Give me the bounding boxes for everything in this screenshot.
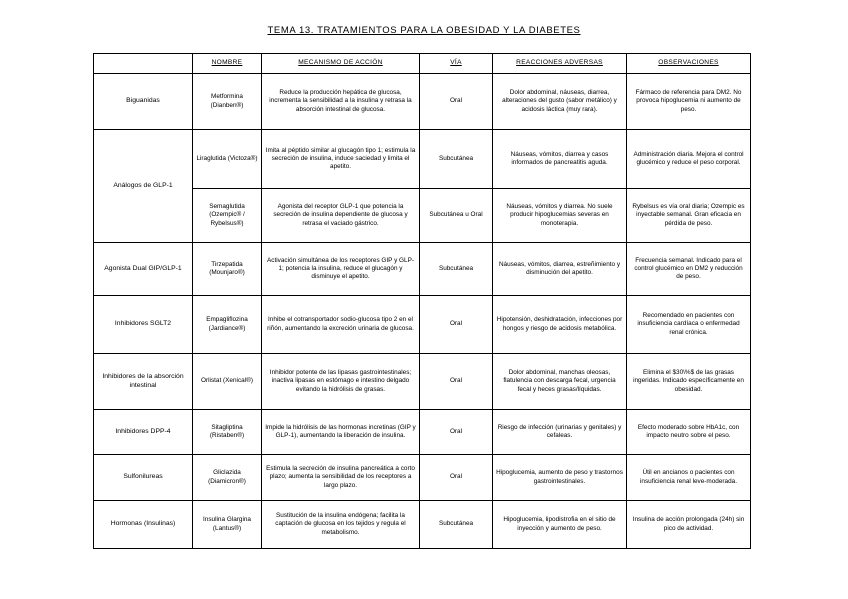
header-group: [94, 54, 193, 74]
route-cell: Oral: [420, 296, 493, 354]
adverse-cell: Hipoglucemia, aumento de peso y trastornos gastrointestinales.: [493, 455, 627, 501]
mechanism-cell: Agonista del receptor GLP-1 que potencia la secreción de insulina dependiente de glucosa y retrasa el vaciado gástrico.: [262, 189, 420, 243]
header-route: VÍA: [420, 54, 493, 74]
drug-group: Hormonas (Insulinas): [94, 501, 193, 549]
route-cell: Subcutánea: [420, 130, 493, 189]
route-cell: Oral: [420, 410, 493, 455]
mechanism-cell: Impide la hidrólisis de las hormonas incretinas (GIP y GLP-1), aumentando la liberación de insulina.: [262, 410, 420, 455]
mechanism-cell: Imita al péptido similar al glucagón tipo 1; estimula la secreción de insulina, induce saciedad y limita el apetito.: [262, 130, 420, 189]
drug-group: Inhibidores de la absorción intestinal: [94, 354, 193, 410]
adverse-cell: Dolor abdominal, manchas oleosas, flatulencia con descarga fecal, urgencia fecal y heces grasas/líquidas.: [493, 354, 627, 410]
notes-cell: Administración diaria. Mejora el control glucémico y reduce el peso corporal.: [627, 130, 751, 189]
table-row: [94, 130, 751, 189]
adverse-cell: Hipotensión, deshidratación, infecciones por hongos y riesgo de acidosis metabólica.: [493, 296, 627, 354]
table-row: [94, 354, 751, 410]
route-cell: Oral: [420, 455, 493, 501]
notes-cell: Útil en ancianos o pacientes con insuficiencia renal leve-moderada.: [627, 455, 751, 501]
drug-name: Semaglutida (Ozempic® / Rybelsus®): [193, 189, 262, 243]
drug-name: Empagliflozina (Jardiance®): [193, 296, 262, 354]
notes-cell: Insulina de acción prolongada (24h) sin pico de actividad.: [627, 501, 751, 549]
header-adverse: REACCIONES ADVERSAS: [493, 54, 627, 74]
route-cell: Subcutánea u Oral: [420, 189, 493, 243]
mechanism-cell: Reduce la producción hepática de glucosa, incrementa la sensibilidad a la insulina y retrasa la absorción intestinal de glucosa.: [262, 74, 420, 130]
mechanism-cell: Sustitución de la insulina endógena; facilita la captación de glucosa en los tejidos y regula el metabolismo.: [262, 501, 420, 549]
route-cell: Subcutánea: [420, 243, 493, 296]
route-cell: Subcutánea: [420, 501, 493, 549]
drug-name: Tirzepatida (Mounjaro®): [193, 243, 262, 296]
adverse-cell: Hipoglucemia, lipodistrofia en el sitio de inyección y aumento de peso.: [493, 501, 627, 549]
adverse-cell: Náuseas, vómitos, diarrea, estreñimiento y disminución del apetito.: [493, 243, 627, 296]
drug-group: Sulfonilureas: [94, 455, 193, 501]
notes-cell: Fármaco de referencia para DM2. No provoca hipoglucemia ni aumento de peso.: [627, 74, 751, 130]
notes-cell: Elimina el $30\%$ de las grasas ingeridas. Indicado específicamente en obesidad.: [627, 354, 751, 410]
header-row: [94, 54, 751, 74]
drug-group: Biguanidas: [94, 74, 193, 130]
table-row: [94, 501, 751, 549]
table-row: [94, 455, 751, 501]
drug-name: Gliclazida (Diamicron®): [193, 455, 262, 501]
mechanism-cell: Inhibe el cotransportador sodio-glucosa tipo 2 en el riñón, aumentando la excreción urinaria de glucosa.: [262, 296, 420, 354]
treatments-table: [93, 53, 751, 549]
drug-group: Análogos de GLP-1: [94, 130, 193, 243]
table-row: [94, 243, 751, 296]
route-cell: Oral: [420, 354, 493, 410]
adverse-cell: Náuseas, vómitos y diarrea. No suele producir hipoglucemias severas en monoterapia.: [493, 189, 627, 243]
drug-group: Inhibidores SGLT2: [94, 296, 193, 354]
drug-name: Liraglutida (Victoza®): [193, 130, 262, 189]
mechanism-cell: Activación simultánea de los receptores GIP y GLP-1; potencia la insulina, reduce el glucagón y disminuye el apetito.: [262, 243, 420, 296]
adverse-cell: Dolor abdominal, náuseas, diarrea, alteraciones del gusto (sabor metálico) y acidosis láctica (muy rara).: [493, 74, 627, 130]
notes-cell: Frecuencia semanal. Indicado para el control glucémico en DM2 y reducción de peso.: [627, 243, 751, 296]
header-name: NOMBRE: [193, 54, 262, 74]
drug-name: Metformina (Dianben®): [193, 74, 262, 130]
route-cell: Oral: [420, 74, 493, 130]
drug-group: Agonista Dual GIP/GLP-1: [94, 243, 193, 296]
table-row: [94, 296, 751, 354]
mechanism-cell: Estimula la secreción de insulina pancreática a corto plazo; aumenta la sensibilidad de los receptores a largo plazo.: [262, 455, 420, 501]
drug-group: Inhibidores DPP-4: [94, 410, 193, 455]
table-row: [94, 189, 751, 243]
notes-cell: Efecto moderado sobre HbA1c, con impacto neutro sobre el peso.: [627, 410, 751, 455]
header-mechanism: MECANISMO DE ACCIÓN: [262, 54, 420, 74]
header-notes: OBSERVACIONES: [627, 54, 751, 74]
table-row: [94, 74, 751, 130]
drug-name: Orlistat (Xenical®): [193, 354, 262, 410]
table-row: [94, 410, 751, 455]
notes-cell: Recomendado en pacientes con insuficiencia cardíaca o enfermedad renal crónica.: [627, 296, 751, 354]
mechanism-cell: Inhibidor potente de las lipasas gastrointestinales; inactiva lipasas en estómago e intestino delgado evitando la hidrólisis de grasas.: [262, 354, 420, 410]
drug-name: Insulina Glargina (Lantus®): [193, 501, 262, 549]
document-title: TEMA 13. TRATAMIENTOS PARA LA OBESIDAD Y LA DIABETES: [267, 25, 581, 36]
notes-cell: Rybelsus es vía oral diaria; Ozempic es inyectable semanal. Gran eficacia en pérdida de peso.: [627, 189, 751, 243]
drug-name: Sitagliptina (Ristaben®): [193, 410, 262, 455]
adverse-cell: Náuseas, vómitos, diarrea y casos informados de pancreatitis aguda.: [493, 130, 627, 189]
adverse-cell: Riesgo de infección (urinarias y genitales) y cefaleas.: [493, 410, 627, 455]
